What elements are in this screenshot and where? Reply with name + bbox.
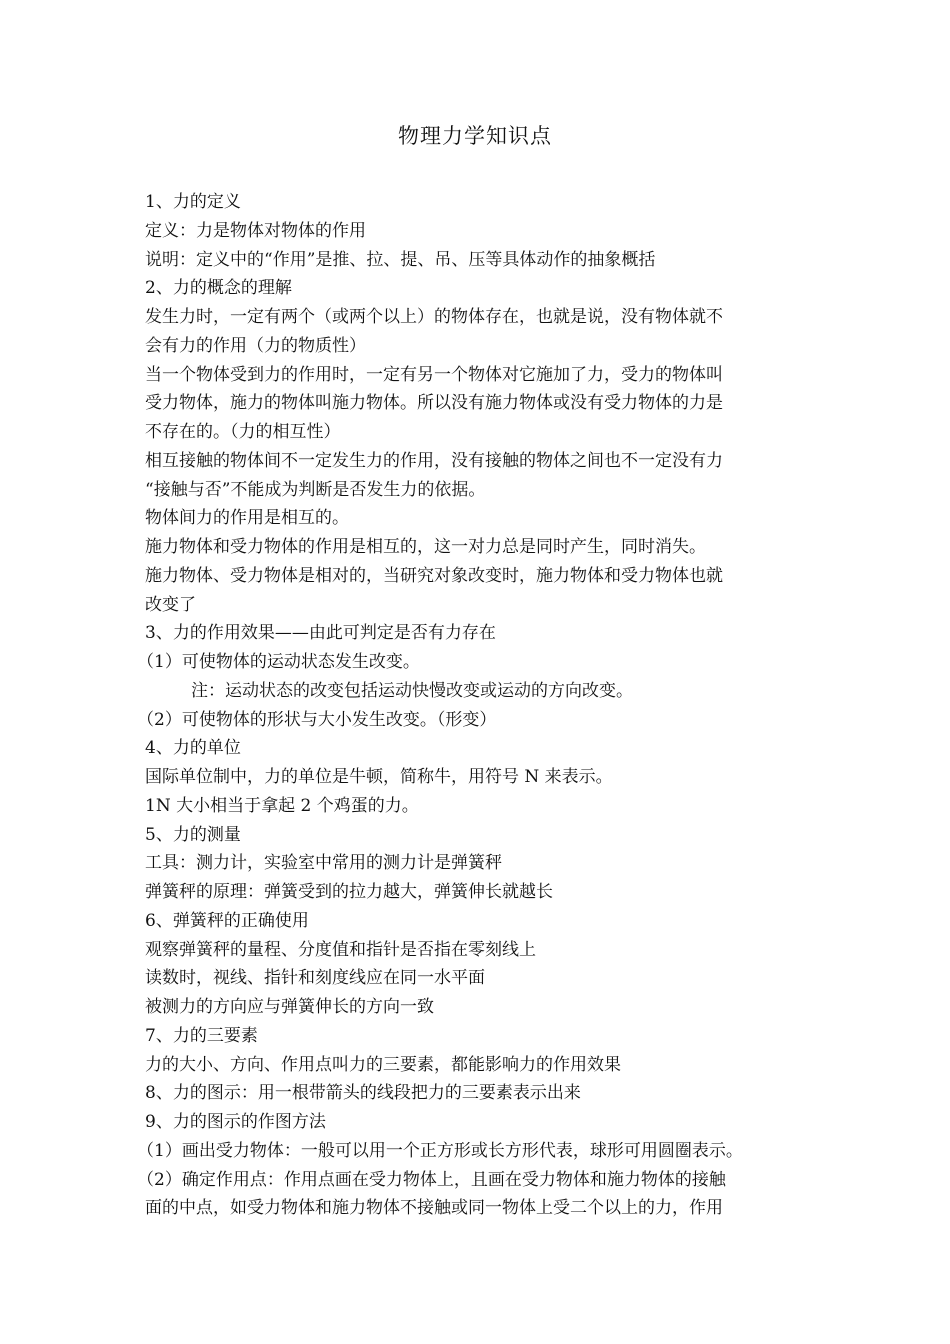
section-heading: 3、力的作用效果——由此可判定是否有力存在 <box>145 623 496 644</box>
section-heading: 5、力的测量 <box>145 824 241 845</box>
text-line: 弹簧秤的原理：弹簧受到的拉力越大，弹簧伸长就越长 <box>145 882 553 902</box>
text-line: 施力物体、受力物体是相对的，当研究对象改变时，施力物体和受力物体也就 <box>145 565 723 586</box>
list-item: （2）确定作用点：作用点画在受力物体上，且画在受力物体和施力物体的接触 <box>137 1169 726 1190</box>
section-heading: 9、力的图示的作图方法 <box>145 1112 326 1132</box>
list-item: （2）可使物体的形状与大小发生改变。（形变） <box>137 709 497 730</box>
text-line: 国际单位制中，力的单位是牛顿，简称牛，用符号 N 来表示。 <box>145 767 613 787</box>
text-line: 定义：力是物体对物体的作用 <box>145 220 366 241</box>
text-line: 物体间力的作用是相互的。 <box>145 508 349 529</box>
document-title: 物理力学知识点 <box>398 124 552 148</box>
section-heading: 4、力的单位 <box>145 738 241 759</box>
list-item: （1）画出受力物体：一般可以用一个正方形或长方形代表，球形可用圆圈表示。 <box>137 1140 743 1161</box>
text-line: 会有力的作用（力的物质性） <box>145 335 366 356</box>
text-line: 施力物体和受力物体的作用是相互的，这一对力总是同时产生，同时消失。 <box>145 537 706 557</box>
section-heading: 1、力的定义 <box>145 192 241 212</box>
text-line: 1N 大小相当于拿起 2 个鸡蛋的力。 <box>145 795 419 816</box>
text-line: 改变了 <box>145 594 196 615</box>
list-item: （1）可使物体的运动状态发生改变。 <box>137 652 420 672</box>
text-line: 相互接触的物体间不一定发生力的作用，没有接触的物体之间也不一定没有力 <box>145 450 723 471</box>
text-line: 观察弹簧秤的量程、分度值和指针是否指在零刻线上 <box>145 939 536 960</box>
text-line: 读数时，视线、指针和刻度线应在同一水平面 <box>145 968 485 989</box>
text-line: 说明：定义中的“作用”是推、拉、提、吊、压等具体动作的抽象概括 <box>145 249 656 270</box>
section-heading: 6、弹簧秤的正确使用 <box>145 910 309 931</box>
note-line: 注：运动状态的改变包括运动快慢改变或运动的方向改变。 <box>191 680 633 701</box>
document-body <box>137 188 815 1223</box>
text-line: 当一个物体受到力的作用时，一定有另一个物体对它施加了力，受力的物体叫 <box>145 364 723 385</box>
section-heading: 7、力的三要素 <box>145 1025 258 1046</box>
text-line: 受力物体，施力的物体叫施力物体。所以没有施力物体或没有受力物体的力是 <box>145 393 723 414</box>
text-line: 面的中点，如受力物体和施力物体不接触或同一物体上受二个以上的力，作用 <box>145 1198 723 1219</box>
text-line: “接触与否”不能成为判断是否发生力的依据。 <box>145 479 486 500</box>
text-line: 不存在的。（力的相互性） <box>145 422 341 442</box>
section-heading: 2、力的概念的理解 <box>145 278 292 299</box>
section-heading: 8、力的图示：用一根带箭头的线段把力的三要素表示出来 <box>145 1083 581 1104</box>
text-line: 发生力时，一定有两个（或两个以上）的物体存在，也就是说，没有物体就不 <box>145 307 723 327</box>
text-line: 工具：测力计，实验室中常用的测力计是弹簧秤 <box>145 853 502 874</box>
text-line: 被测力的方向应与弹簧伸长的方向一致 <box>145 997 434 1017</box>
text-line: 力的大小、方向、作用点叫力的三要素，都能影响力的作用效果 <box>145 1054 621 1075</box>
